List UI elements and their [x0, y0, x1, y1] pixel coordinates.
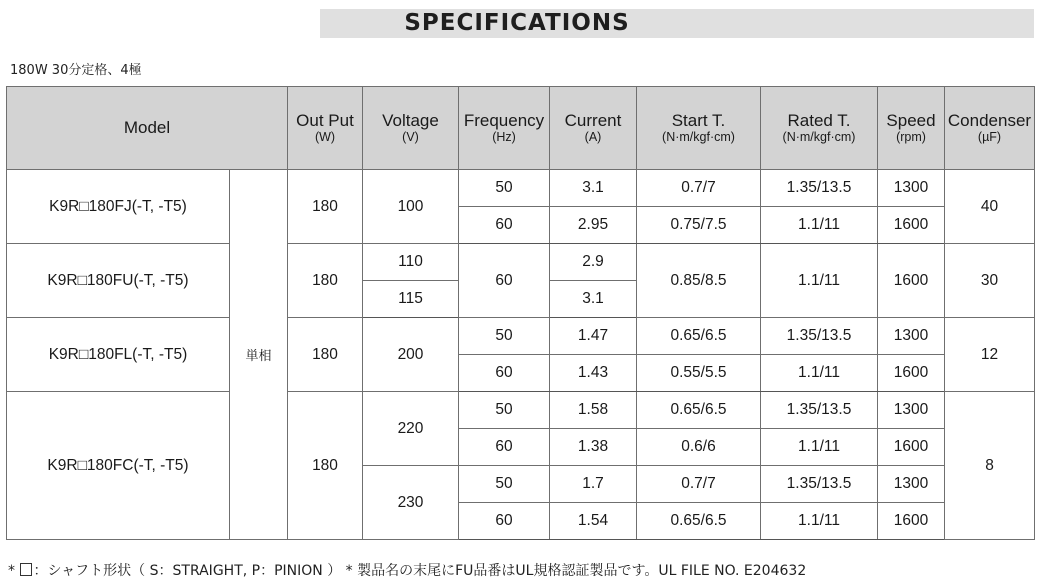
header-output: Out Put (W) — [288, 87, 363, 170]
table-row — [7, 170, 1035, 207]
current-cell: 1.47 — [550, 318, 637, 355]
start-torque-cell: 0.6/6 — [637, 429, 761, 466]
current-cell: 1.43 — [550, 355, 637, 392]
table-row — [7, 318, 1035, 355]
model-name: K9R□180FJ(-T, -T5) — [7, 170, 230, 244]
model-name: K9R□180FC(-T, -T5) — [7, 392, 230, 540]
frequency-cell: 60 — [459, 207, 550, 244]
current-cell: 2.9 — [550, 244, 637, 281]
condenser-cell: 8 — [945, 392, 1035, 540]
frequency-cell: 50 — [459, 466, 550, 503]
start-torque-cell: 0.65/6.5 — [637, 318, 761, 355]
page-title: SPECIFICATIONS — [404, 10, 630, 36]
condenser-cell: 12 — [945, 318, 1035, 392]
rated-torque-cell: 1.35/13.5 — [761, 392, 878, 429]
voltage-cell: 230 — [363, 466, 459, 540]
speed-cell: 1300 — [878, 392, 945, 429]
start-torque-cell: 0.7/7 — [637, 170, 761, 207]
start-torque-cell: 0.65/6.5 — [637, 392, 761, 429]
current-cell: 1.58 — [550, 392, 637, 429]
current-cell: 2.95 — [550, 207, 637, 244]
rated-torque-cell: 1.35/13.5 — [761, 170, 878, 207]
header-current: Current (A) — [550, 87, 637, 170]
current-cell: 1.54 — [550, 503, 637, 540]
frequency-cell: 50 — [459, 392, 550, 429]
speed-cell: 1300 — [878, 466, 945, 503]
output-cell: 180 — [288, 318, 363, 392]
start-torque-cell: 0.75/7.5 — [637, 207, 761, 244]
speed-cell: 1300 — [878, 318, 945, 355]
rated-torque-cell: 1.1/11 — [761, 503, 878, 540]
speed-cell: 1300 — [878, 170, 945, 207]
header-rated-torque: Rated T. (N·m/kgf·cm) — [761, 87, 878, 170]
model-name: K9R□180FU(-T, -T5) — [7, 244, 230, 318]
rated-torque-cell: 1.1/11 — [761, 429, 878, 466]
start-torque-cell: 0.85/8.5 — [637, 244, 761, 318]
table-row — [7, 244, 1035, 281]
output-cell: 180 — [288, 170, 363, 244]
speed-cell: 1600 — [878, 503, 945, 540]
output-cell: 180 — [288, 244, 363, 318]
speed-cell: 1600 — [878, 207, 945, 244]
voltage-cell: 220 — [363, 392, 459, 466]
header-condenser: Condenser (µF) — [945, 87, 1035, 170]
rated-torque-cell: 1.35/13.5 — [761, 318, 878, 355]
asterisk: * — [345, 563, 353, 579]
frequency-cell: 50 — [459, 170, 550, 207]
condenser-cell: 40 — [945, 170, 1035, 244]
model-name: K9R□180FL(-T, -T5) — [7, 318, 230, 392]
current-cell: 3.1 — [550, 281, 637, 318]
table-row — [7, 392, 1035, 429]
current-cell: 1.7 — [550, 466, 637, 503]
speed-cell: 1600 — [878, 355, 945, 392]
voltage-cell: 200 — [363, 318, 459, 392]
start-torque-cell: 0.65/6.5 — [637, 503, 761, 540]
frequency-cell: 60 — [459, 244, 550, 318]
header-start-torque: Start T. (N·m/kgf·cm) — [637, 87, 761, 170]
frequency-cell: 50 — [459, 318, 550, 355]
voltage-cell: 100 — [363, 170, 459, 244]
header-frequency: Frequency (Hz) — [459, 87, 550, 170]
voltage-cell: 115 — [363, 281, 459, 318]
header-voltage: Voltage (V) — [363, 87, 459, 170]
rated-torque-cell: 1.35/13.5 — [761, 466, 878, 503]
condenser-cell: 30 — [945, 244, 1035, 318]
start-torque-cell: 0.55/5.5 — [637, 355, 761, 392]
box-placeholder-icon — [20, 563, 32, 576]
shaft-shape-note: ：シャフト形状（ S：STRAIGHT, P：PINION ） — [33, 563, 342, 579]
voltage-cell: 110 — [363, 244, 459, 281]
frequency-cell: 60 — [459, 355, 550, 392]
footer-note — [8, 560, 806, 580]
specifications-table — [6, 86, 1035, 540]
phase-cell: 単相 — [230, 170, 288, 540]
frequency-cell: 60 — [459, 503, 550, 540]
rated-torque-cell: 1.1/11 — [761, 355, 878, 392]
asterisk: * — [8, 563, 15, 579]
spec-subtitle: 180W 30分定格、4極 — [10, 63, 142, 78]
ul-certification-note: 製品名の末尾にFU品番はUL規格認証製品です。UL FILE NO. E204632 — [357, 563, 807, 579]
rated-torque-cell: 1.1/11 — [761, 207, 878, 244]
speed-cell: 1600 — [878, 429, 945, 466]
rated-torque-cell: 1.1/11 — [761, 244, 878, 318]
current-cell: 3.1 — [550, 170, 637, 207]
current-cell: 1.38 — [550, 429, 637, 466]
header-model: Model — [7, 87, 288, 170]
header-speed: Speed (rpm) — [878, 87, 945, 170]
frequency-cell: 60 — [459, 429, 550, 466]
speed-cell: 1600 — [878, 244, 945, 318]
output-cell: 180 — [288, 392, 363, 540]
start-torque-cell: 0.7/7 — [637, 466, 761, 503]
table-header-row — [7, 87, 1035, 170]
